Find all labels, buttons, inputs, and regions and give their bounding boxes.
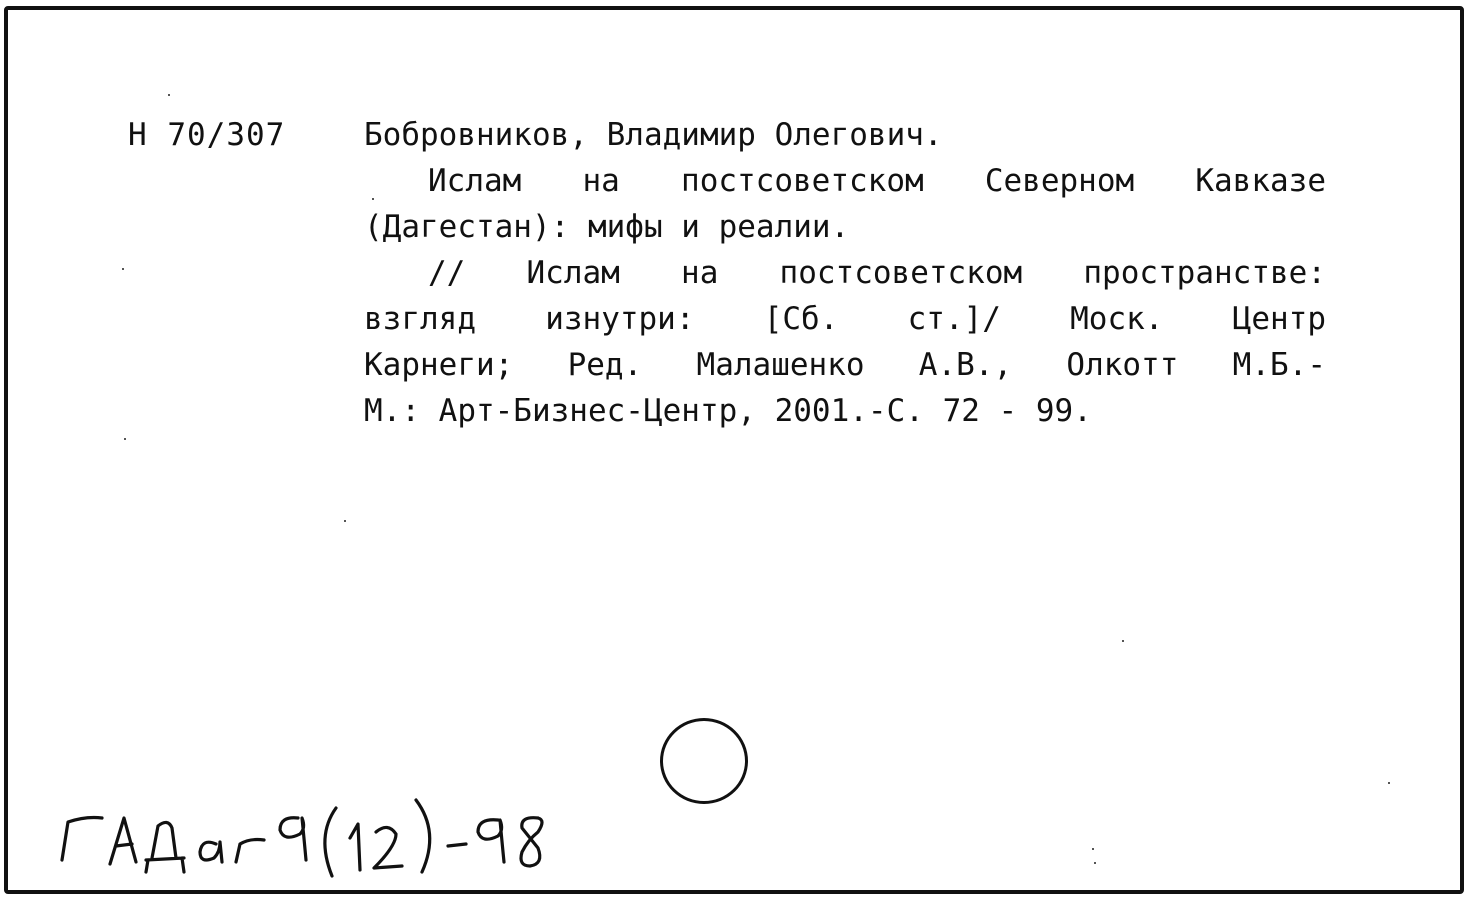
title-line-1: Ислам на постсоветском Северном Кавказе (428, 163, 1326, 199)
speck (344, 520, 346, 522)
speck (1388, 782, 1390, 784)
source-line-2: взгляд изнутри: [Сб. ст.]/ Моск. Центр (364, 301, 1326, 337)
source-line-1: // Ислам на постсоветском пространстве: (428, 255, 1326, 291)
speck (122, 268, 124, 270)
bibliographic-entry (364, 112, 1326, 434)
source-line-4: М.: Арт-Бизнес-Центр, 2001.-С. 72 - 99. (364, 393, 1092, 429)
title-line-2: (Дагестан): мифы и реалии. (364, 209, 850, 245)
punch-hole (660, 718, 748, 804)
speck (168, 94, 170, 96)
speck (1122, 640, 1124, 642)
author-line: Бобровников, Владимир Олегович. (364, 117, 943, 153)
shelf-mark: Н 70/307 (128, 117, 286, 153)
source-line-3: Карнеги; Ред. Малашенко А.В., Олкотт М.Б.- (364, 347, 1326, 383)
speck (1092, 848, 1094, 850)
handwritten-note (54, 788, 554, 888)
speck (372, 198, 374, 200)
speck (1094, 862, 1096, 864)
speck (124, 438, 126, 440)
